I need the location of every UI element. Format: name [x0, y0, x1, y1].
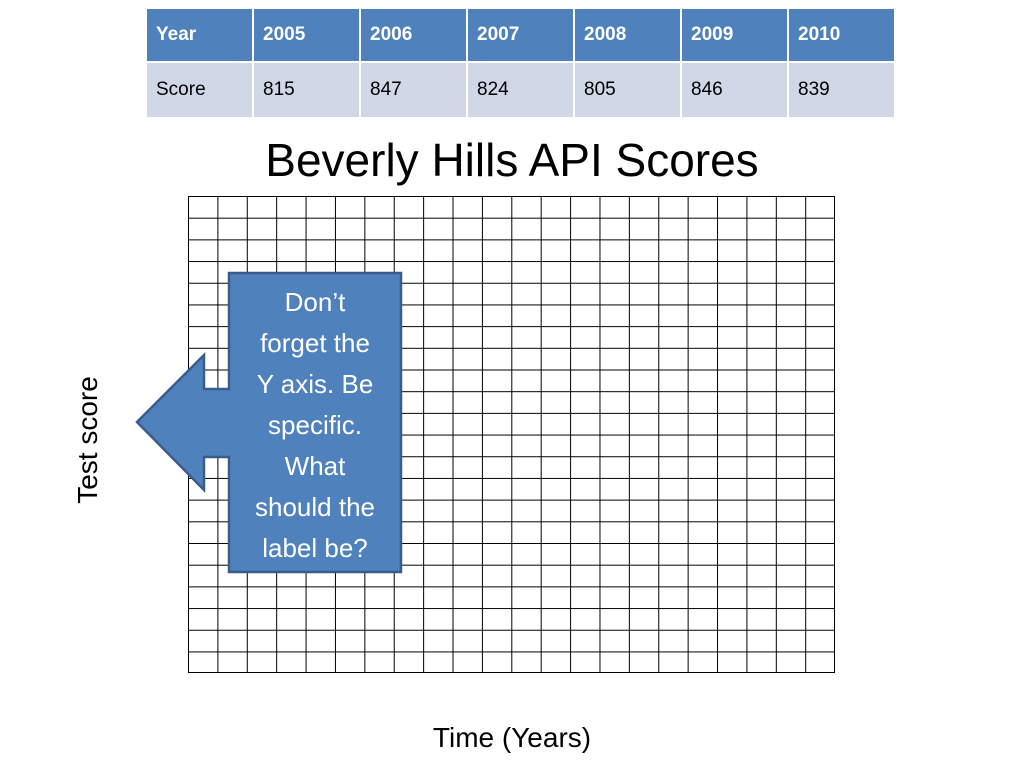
row-cell-2008: 805	[574, 62, 681, 118]
header-cell-2008: 2008	[574, 8, 681, 62]
row-cell-2010: 839	[788, 62, 895, 118]
row-cell-2007: 824	[467, 62, 574, 118]
header-cell-year: Year	[146, 8, 253, 62]
callout-line: Y axis. Be	[256, 369, 374, 399]
callout-line: What	[284, 451, 346, 481]
callout-line: forget the	[260, 328, 370, 358]
header-cell-2009: 2009	[681, 8, 788, 62]
header-cell-2010: 2010	[788, 8, 895, 62]
callout-line: Don’t	[284, 287, 346, 317]
x-axis-label: Time (Years)	[432, 722, 592, 753]
callout-line: label be?	[262, 533, 368, 563]
header-cell-2005: 2005	[253, 8, 360, 62]
callout-line: should the	[255, 492, 375, 522]
slide-title: Beverly Hills API Scores	[265, 134, 759, 186]
row-cell-score-label: Score	[146, 62, 253, 118]
row-cell-2009: 846	[681, 62, 788, 118]
header-cell-2006: 2006	[360, 8, 467, 62]
header-cell-2007: 2007	[467, 8, 574, 62]
y-axis-label-text: Test score	[72, 376, 103, 504]
callout-text	[232, 282, 398, 568]
row-cell-2006: 847	[360, 62, 467, 118]
row-cell-2005: 815	[253, 62, 360, 118]
callout-line: specific.	[268, 410, 362, 440]
